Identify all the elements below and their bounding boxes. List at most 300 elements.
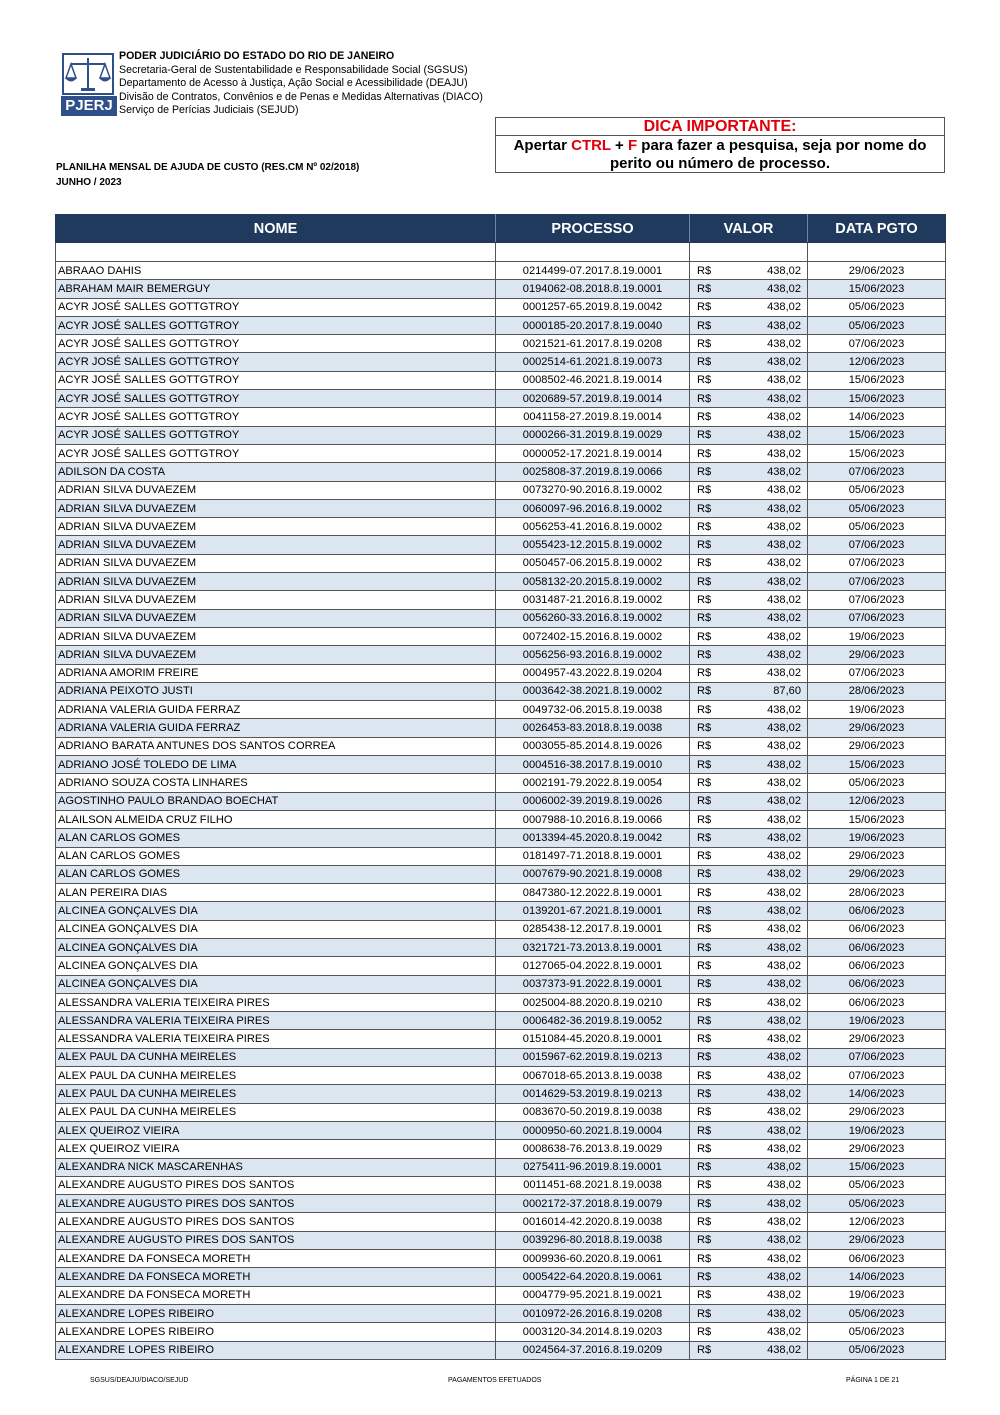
cell-valor: 438,02 bbox=[730, 1268, 808, 1286]
cell-currency: R$ bbox=[690, 1268, 730, 1286]
table-header-row bbox=[56, 215, 946, 243]
cell-currency: R$ bbox=[690, 1213, 730, 1231]
cell-currency: R$ bbox=[690, 938, 730, 956]
cell-currency: R$ bbox=[690, 646, 730, 664]
cell-nome: ADRIAN SILVA DUVAEZEM bbox=[56, 646, 496, 664]
cell-currency: R$ bbox=[690, 701, 730, 719]
table-row bbox=[56, 481, 946, 499]
cell-nome: ADRIANO BARATA ANTUNES DOS SANTOS CORREA bbox=[56, 737, 496, 755]
table-row bbox=[56, 353, 946, 371]
cell-nome: ADRIANO JOSÉ TOLEDO DE LIMA bbox=[56, 756, 496, 774]
cell-nome: ADRIAN SILVA DUVAEZEM bbox=[56, 573, 496, 591]
cell-valor: 438,02 bbox=[730, 829, 808, 847]
cell-data-pgto: 14/06/2023 bbox=[808, 1085, 946, 1103]
cell-data-pgto: 06/06/2023 bbox=[808, 902, 946, 920]
table-row bbox=[56, 884, 946, 902]
cell-data-pgto: 05/06/2023 bbox=[808, 1323, 946, 1341]
cell-processo: 0067018-65.2013.8.19.0038 bbox=[496, 1067, 690, 1085]
cell-nome: ALAN CARLOS GOMES bbox=[56, 865, 496, 883]
table-row bbox=[56, 774, 946, 792]
cell-processo: 0060097-96.2016.8.19.0002 bbox=[496, 499, 690, 517]
cell-processo: 0003055-85.2014.8.19.0026 bbox=[496, 737, 690, 755]
cell-nome: ABRAAO DAHIS bbox=[56, 262, 496, 280]
cell-processo: 0014629-53.2019.8.19.0213 bbox=[496, 1085, 690, 1103]
cell-nome: ALEXANDRE AUGUSTO PIRES DOS SANTOS bbox=[56, 1213, 496, 1231]
cell-processo: 0008502-46.2021.8.19.0014 bbox=[496, 371, 690, 389]
cell-currency: R$ bbox=[690, 1195, 730, 1213]
cell-data-pgto: 15/06/2023 bbox=[808, 810, 946, 828]
table-row bbox=[56, 335, 946, 353]
cell-valor: 438,02 bbox=[730, 957, 808, 975]
sheet-month: JUNHO / 2023 bbox=[56, 177, 122, 188]
cell-currency: R$ bbox=[690, 1121, 730, 1139]
table-row bbox=[56, 1268, 946, 1286]
cell-processo: 0000266-31.2019.8.19.0029 bbox=[496, 426, 690, 444]
cell-processo: 0011451-68.2021.8.19.0038 bbox=[496, 1176, 690, 1194]
cell-currency: R$ bbox=[690, 591, 730, 609]
table-row bbox=[56, 262, 946, 280]
cell-processo: 0005422-64.2020.8.19.0061 bbox=[496, 1268, 690, 1286]
cell-currency: R$ bbox=[690, 426, 730, 444]
cell-nome: ALAILSON ALMEIDA CRUZ FILHO bbox=[56, 810, 496, 828]
cell-nome: ACYR JOSÉ SALLES GOTTGTROY bbox=[56, 298, 496, 316]
table-row bbox=[56, 737, 946, 755]
table-row bbox=[56, 664, 946, 682]
tip-key-ctrl: CTRL bbox=[571, 137, 611, 154]
cell-nome: ACYR JOSÉ SALLES GOTTGTROY bbox=[56, 408, 496, 426]
org-line: Divisão de Contratos, Convênios e de Penas e Medidas Alternativas (DIACO) bbox=[119, 90, 483, 103]
cell-data-pgto: 15/06/2023 bbox=[808, 280, 946, 298]
cell-processo: 0025808-37.2019.8.19.0066 bbox=[496, 463, 690, 481]
cell-valor: 438,02 bbox=[730, 646, 808, 664]
cell-processo: 0007679-90.2021.8.19.0008 bbox=[496, 865, 690, 883]
cell-nome: ALCINEA GONÇALVES DIA bbox=[56, 938, 496, 956]
cell-data-pgto: 05/06/2023 bbox=[808, 298, 946, 316]
cell-data-pgto: 07/06/2023 bbox=[808, 335, 946, 353]
cell-currency: R$ bbox=[690, 756, 730, 774]
table-row bbox=[56, 810, 946, 828]
cell-processo: 0000185-20.2017.8.19.0040 bbox=[496, 316, 690, 334]
cell-processo: 0050457-06.2015.8.19.0002 bbox=[496, 554, 690, 572]
cell-currency: R$ bbox=[690, 554, 730, 572]
table-row bbox=[56, 1231, 946, 1249]
column-header-valor: VALOR bbox=[690, 215, 808, 243]
cell-currency: R$ bbox=[690, 682, 730, 700]
cell-valor: 438,02 bbox=[730, 481, 808, 499]
tip-title: DICA IMPORTANTE: bbox=[496, 118, 944, 136]
cell-processo: 0139201-67.2021.8.19.0001 bbox=[496, 902, 690, 920]
cell-data-pgto: 29/06/2023 bbox=[808, 719, 946, 737]
column-header-data-pgto: DATA PGTO bbox=[808, 215, 946, 243]
table-row bbox=[56, 902, 946, 920]
cell-processo: 0194062-08.2018.8.19.0001 bbox=[496, 280, 690, 298]
cell-nome: ADILSON DA COSTA bbox=[56, 463, 496, 481]
cell-nome: ADRIANA PEIXOTO JUSTI bbox=[56, 682, 496, 700]
cell-data-pgto: 29/06/2023 bbox=[808, 1030, 946, 1048]
cell-nome: ACYR JOSÉ SALLES GOTTGTROY bbox=[56, 371, 496, 389]
cell-nome: ACYR JOSÉ SALLES GOTTGTROY bbox=[56, 426, 496, 444]
cell-valor: 438,02 bbox=[730, 316, 808, 334]
cell-nome: ALAN PEREIRA DIAS bbox=[56, 884, 496, 902]
cell-valor: 438,02 bbox=[730, 975, 808, 993]
cell-data-pgto: 07/06/2023 bbox=[808, 463, 946, 481]
cell-data-pgto: 29/06/2023 bbox=[808, 1231, 946, 1249]
cell-nome: ALEXANDRE AUGUSTO PIRES DOS SANTOS bbox=[56, 1176, 496, 1194]
table-spacer-row bbox=[56, 243, 946, 262]
cell-data-pgto: 06/06/2023 bbox=[808, 957, 946, 975]
cell-nome: ADRIAN SILVA DUVAEZEM bbox=[56, 499, 496, 517]
cell-nome: ALAN CARLOS GOMES bbox=[56, 829, 496, 847]
cell-valor: 438,02 bbox=[730, 1213, 808, 1231]
table-row bbox=[56, 920, 946, 938]
cell-data-pgto: 05/06/2023 bbox=[808, 774, 946, 792]
cell-nome: ALEX PAUL DA CUNHA MEIRELES bbox=[56, 1067, 496, 1085]
cell-data-pgto: 29/06/2023 bbox=[808, 1140, 946, 1158]
cell-currency: R$ bbox=[690, 737, 730, 755]
table-row bbox=[56, 682, 946, 700]
cell-data-pgto: 19/06/2023 bbox=[808, 1121, 946, 1139]
cell-processo: 0006002-39.2019.8.19.0026 bbox=[496, 792, 690, 810]
table-row bbox=[56, 408, 946, 426]
cell-valor: 438,02 bbox=[730, 463, 808, 481]
cell-nome: ACYR JOSÉ SALLES GOTTGTROY bbox=[56, 444, 496, 462]
cell-data-pgto: 19/06/2023 bbox=[808, 701, 946, 719]
cell-data-pgto: 14/06/2023 bbox=[808, 1268, 946, 1286]
cell-nome: ALEXANDRE LOPES RIBEIRO bbox=[56, 1341, 496, 1359]
cell-processo: 0049732-06.2015.8.19.0038 bbox=[496, 701, 690, 719]
cell-currency: R$ bbox=[690, 316, 730, 334]
cell-data-pgto: 28/06/2023 bbox=[808, 884, 946, 902]
cell-nome: ADRIANA AMORIM FREIRE bbox=[56, 664, 496, 682]
cell-currency: R$ bbox=[690, 1012, 730, 1030]
cell-processo: 0285438-12.2017.8.19.0001 bbox=[496, 920, 690, 938]
cell-currency: R$ bbox=[690, 609, 730, 627]
cell-processo: 0031487-21.2016.8.19.0002 bbox=[496, 591, 690, 609]
cell-currency: R$ bbox=[690, 1085, 730, 1103]
cell-processo: 0003120-34.2014.8.19.0203 bbox=[496, 1323, 690, 1341]
cell-valor: 438,02 bbox=[730, 1048, 808, 1066]
cell-valor: 438,02 bbox=[730, 993, 808, 1011]
cell-currency: R$ bbox=[690, 1341, 730, 1359]
table-row bbox=[56, 701, 946, 719]
table-row bbox=[56, 316, 946, 334]
table-row bbox=[56, 1012, 946, 1030]
cell-processo: 0072402-15.2016.8.19.0002 bbox=[496, 627, 690, 645]
cell-processo: 0013394-45.2020.8.19.0042 bbox=[496, 829, 690, 847]
cell-nome: ACYR JOSÉ SALLES GOTTGTROY bbox=[56, 316, 496, 334]
table-row bbox=[56, 646, 946, 664]
cell-processo: 0847380-12.2022.8.19.0001 bbox=[496, 884, 690, 902]
cell-valor: 438,02 bbox=[730, 1067, 808, 1085]
cell-currency: R$ bbox=[690, 1140, 730, 1158]
cell-processo: 0002514-61.2021.8.19.0073 bbox=[496, 353, 690, 371]
cell-processo: 0003642-38.2021.8.19.0002 bbox=[496, 682, 690, 700]
table-row bbox=[56, 573, 946, 591]
cell-valor: 438,02 bbox=[730, 1231, 808, 1249]
cell-processo: 0214499-07.2017.8.19.0001 bbox=[496, 262, 690, 280]
cell-data-pgto: 14/06/2023 bbox=[808, 408, 946, 426]
cell-currency: R$ bbox=[690, 1250, 730, 1268]
cell-currency: R$ bbox=[690, 664, 730, 682]
table-row bbox=[56, 756, 946, 774]
cell-currency: R$ bbox=[690, 1323, 730, 1341]
org-line: Departamento de Acesso à Justiça, Ação Social e Acessibilidade (DEAJU) bbox=[119, 77, 468, 89]
cell-processo: 0055423-12.2015.8.19.0002 bbox=[496, 536, 690, 554]
table-row bbox=[56, 1213, 946, 1231]
table-row bbox=[56, 444, 946, 462]
cell-processo: 0127065-04.2022.8.19.0001 bbox=[496, 957, 690, 975]
table-row bbox=[56, 591, 946, 609]
cell-nome: ADRIAN SILVA DUVAEZEM bbox=[56, 609, 496, 627]
cell-processo: 0025004-88.2020.8.19.0210 bbox=[496, 993, 690, 1011]
cell-currency: R$ bbox=[690, 518, 730, 536]
cell-valor: 438,02 bbox=[730, 591, 808, 609]
cell-currency: R$ bbox=[690, 1231, 730, 1249]
cell-currency: R$ bbox=[690, 1286, 730, 1304]
cell-data-pgto: 19/06/2023 bbox=[808, 627, 946, 645]
cell-valor: 438,02 bbox=[730, 499, 808, 517]
table-row bbox=[56, 1085, 946, 1103]
cell-processo: 0007988-10.2016.8.19.0066 bbox=[496, 810, 690, 828]
cell-valor: 438,02 bbox=[730, 938, 808, 956]
tip-plus: + bbox=[615, 137, 624, 154]
cell-valor: 438,02 bbox=[730, 810, 808, 828]
cell-currency: R$ bbox=[690, 1048, 730, 1066]
cell-currency: R$ bbox=[690, 573, 730, 591]
table-row bbox=[56, 609, 946, 627]
cell-data-pgto: 05/06/2023 bbox=[808, 1176, 946, 1194]
cell-data-pgto: 29/06/2023 bbox=[808, 1103, 946, 1121]
cell-data-pgto: 07/06/2023 bbox=[808, 536, 946, 554]
cell-valor: 438,02 bbox=[730, 1286, 808, 1304]
cell-processo: 0058132-20.2015.8.19.0002 bbox=[496, 573, 690, 591]
cell-processo: 0275411-96.2019.8.19.0001 bbox=[496, 1158, 690, 1176]
cell-valor: 438,02 bbox=[730, 1030, 808, 1048]
cell-processo: 0041158-27.2019.8.19.0014 bbox=[496, 408, 690, 426]
cell-nome: ALEX PAUL DA CUNHA MEIRELES bbox=[56, 1103, 496, 1121]
cell-valor: 438,02 bbox=[730, 518, 808, 536]
cell-valor: 438,02 bbox=[730, 408, 808, 426]
cell-data-pgto: 15/06/2023 bbox=[808, 444, 946, 462]
column-header-processo: PROCESSO bbox=[496, 215, 690, 243]
cell-processo: 0039296-80.2018.8.19.0038 bbox=[496, 1231, 690, 1249]
cell-processo: 0001257-65.2019.8.19.0042 bbox=[496, 298, 690, 316]
cell-valor: 438,02 bbox=[730, 847, 808, 865]
table-row bbox=[56, 847, 946, 865]
cell-processo: 0002191-79.2022.8.19.0054 bbox=[496, 774, 690, 792]
cell-valor: 438,02 bbox=[730, 298, 808, 316]
table-row bbox=[56, 1323, 946, 1341]
table-row bbox=[56, 499, 946, 517]
cell-currency: R$ bbox=[690, 884, 730, 902]
cell-data-pgto: 07/06/2023 bbox=[808, 1067, 946, 1085]
cell-valor: 438,02 bbox=[730, 627, 808, 645]
cell-valor: 438,02 bbox=[730, 884, 808, 902]
cell-nome: ABRAHAM MAIR BEMERGUY bbox=[56, 280, 496, 298]
cell-currency: R$ bbox=[690, 463, 730, 481]
cell-data-pgto: 06/06/2023 bbox=[808, 975, 946, 993]
cell-nome: ALCINEA GONÇALVES DIA bbox=[56, 975, 496, 993]
cell-valor: 438,02 bbox=[730, 664, 808, 682]
cell-currency: R$ bbox=[690, 298, 730, 316]
table-row bbox=[56, 829, 946, 847]
cell-data-pgto: 29/06/2023 bbox=[808, 262, 946, 280]
table-row bbox=[56, 1103, 946, 1121]
cell-nome: ALEX PAUL DA CUNHA MEIRELES bbox=[56, 1085, 496, 1103]
table-row bbox=[56, 1286, 946, 1304]
cell-valor: 438,02 bbox=[730, 1195, 808, 1213]
table-row bbox=[56, 371, 946, 389]
cell-processo: 0151084-45.2020.8.19.0001 bbox=[496, 1030, 690, 1048]
cell-nome: ADRIAN SILVA DUVAEZEM bbox=[56, 536, 496, 554]
table-row bbox=[56, 1304, 946, 1322]
cell-valor: 438,02 bbox=[730, 444, 808, 462]
org-line: Secretaria-Geral de Sustentabilidade e Responsabilidade Social (SGSUS) bbox=[119, 63, 468, 76]
cell-nome: ALEXANDRE LOPES RIBEIRO bbox=[56, 1304, 496, 1322]
cell-data-pgto: 05/06/2023 bbox=[808, 1304, 946, 1322]
cell-valor: 438,02 bbox=[730, 353, 808, 371]
cell-nome: ACYR JOSÉ SALLES GOTTGTROY bbox=[56, 353, 496, 371]
table-row bbox=[56, 1176, 946, 1194]
cell-currency: R$ bbox=[690, 335, 730, 353]
cell-currency: R$ bbox=[690, 719, 730, 737]
cell-valor: 438,02 bbox=[730, 1085, 808, 1103]
cell-valor: 438,02 bbox=[730, 737, 808, 755]
cell-currency: R$ bbox=[690, 444, 730, 462]
cell-currency: R$ bbox=[690, 1067, 730, 1085]
sheet-title-block bbox=[56, 160, 359, 190]
cell-processo: 0000052-17.2021.8.19.0014 bbox=[496, 444, 690, 462]
cell-nome: ADRIAN SILVA DUVAEZEM bbox=[56, 591, 496, 609]
cell-processo: 0015967-62.2019.8.19.0213 bbox=[496, 1048, 690, 1066]
table-row bbox=[56, 1195, 946, 1213]
cell-data-pgto: 07/06/2023 bbox=[808, 609, 946, 627]
cell-data-pgto: 05/06/2023 bbox=[808, 1341, 946, 1359]
cell-data-pgto: 15/06/2023 bbox=[808, 756, 946, 774]
table-row bbox=[56, 463, 946, 481]
cell-valor: 438,02 bbox=[730, 335, 808, 353]
cell-nome: ALEX QUEIROZ VIEIRA bbox=[56, 1140, 496, 1158]
table-row bbox=[56, 975, 946, 993]
cell-nome: ALEX PAUL DA CUNHA MEIRELES bbox=[56, 1048, 496, 1066]
table-row bbox=[56, 1341, 946, 1359]
cell-currency: R$ bbox=[690, 920, 730, 938]
cell-nome: ACYR JOSÉ SALLES GOTTGTROY bbox=[56, 390, 496, 408]
cell-currency: R$ bbox=[690, 829, 730, 847]
cell-valor: 438,02 bbox=[730, 536, 808, 554]
cell-data-pgto: 29/06/2023 bbox=[808, 847, 946, 865]
cell-nome: ADRIAN SILVA DUVAEZEM bbox=[56, 518, 496, 536]
cell-currency: R$ bbox=[690, 1103, 730, 1121]
cell-nome: ALEXANDRE LOPES RIBEIRO bbox=[56, 1323, 496, 1341]
cell-nome: ALCINEA GONÇALVES DIA bbox=[56, 902, 496, 920]
cell-valor: 438,02 bbox=[730, 920, 808, 938]
cell-data-pgto: 06/06/2023 bbox=[808, 920, 946, 938]
table-row bbox=[56, 518, 946, 536]
cell-currency: R$ bbox=[690, 536, 730, 554]
cell-data-pgto: 07/06/2023 bbox=[808, 554, 946, 572]
footer-middle: PAGAMENTOS EFETUADOS bbox=[448, 1377, 542, 1384]
cell-currency: R$ bbox=[690, 353, 730, 371]
cell-valor: 438,02 bbox=[730, 756, 808, 774]
cell-data-pgto: 05/06/2023 bbox=[808, 499, 946, 517]
cell-data-pgto: 07/06/2023 bbox=[808, 573, 946, 591]
cell-valor: 438,02 bbox=[730, 865, 808, 883]
cell-data-pgto: 12/06/2023 bbox=[808, 353, 946, 371]
cell-nome: ADRIANO SOUZA COSTA LINHARES bbox=[56, 774, 496, 792]
cell-valor: 438,02 bbox=[730, 371, 808, 389]
cell-data-pgto: 06/06/2023 bbox=[808, 993, 946, 1011]
cell-data-pgto: 19/06/2023 bbox=[808, 1012, 946, 1030]
cell-valor: 438,02 bbox=[730, 1121, 808, 1139]
cell-nome: ADRIANA VALERIA GUIDA FERRAZ bbox=[56, 701, 496, 719]
cell-data-pgto: 05/06/2023 bbox=[808, 481, 946, 499]
cell-nome: ADRIANA VALERIA GUIDA FERRAZ bbox=[56, 719, 496, 737]
cell-valor: 438,02 bbox=[730, 1323, 808, 1341]
cell-valor: 438,02 bbox=[730, 774, 808, 792]
cell-data-pgto: 07/06/2023 bbox=[808, 664, 946, 682]
cell-valor: 438,02 bbox=[730, 609, 808, 627]
cell-currency: R$ bbox=[690, 902, 730, 920]
cell-currency: R$ bbox=[690, 993, 730, 1011]
tip-box bbox=[495, 117, 945, 173]
cell-currency: R$ bbox=[690, 865, 730, 883]
cell-data-pgto: 28/06/2023 bbox=[808, 682, 946, 700]
payments-table bbox=[55, 214, 946, 1360]
cell-valor: 438,02 bbox=[730, 1304, 808, 1322]
cell-currency: R$ bbox=[690, 792, 730, 810]
cell-data-pgto: 07/06/2023 bbox=[808, 1048, 946, 1066]
logo-text: PJERJ bbox=[65, 97, 113, 114]
cell-currency: R$ bbox=[690, 627, 730, 645]
table-row bbox=[56, 865, 946, 883]
table-row bbox=[56, 390, 946, 408]
cell-processo: 0083670-50.2019.8.19.0038 bbox=[496, 1103, 690, 1121]
table-row bbox=[56, 1158, 946, 1176]
cell-nome: ALAN CARLOS GOMES bbox=[56, 847, 496, 865]
cell-processo: 0020689-57.2019.8.19.0014 bbox=[496, 390, 690, 408]
cell-data-pgto: 15/06/2023 bbox=[808, 426, 946, 444]
tip-text bbox=[496, 136, 944, 173]
cell-data-pgto: 06/06/2023 bbox=[808, 1250, 946, 1268]
cell-data-pgto: 07/06/2023 bbox=[808, 591, 946, 609]
cell-currency: R$ bbox=[690, 390, 730, 408]
tip-key-f: F bbox=[627, 137, 638, 154]
cell-nome: ALEX QUEIROZ VIEIRA bbox=[56, 1121, 496, 1139]
cell-currency: R$ bbox=[690, 957, 730, 975]
org-line: Serviço de Perícias Judiciais (SEJUD) bbox=[119, 104, 299, 116]
cell-data-pgto: 05/06/2023 bbox=[808, 518, 946, 536]
cell-currency: R$ bbox=[690, 499, 730, 517]
cell-data-pgto: 15/06/2023 bbox=[808, 390, 946, 408]
cell-valor: 438,02 bbox=[730, 554, 808, 572]
table-row bbox=[56, 280, 946, 298]
cell-nome: ADRIAN SILVA DUVAEZEM bbox=[56, 554, 496, 572]
cell-data-pgto: 12/06/2023 bbox=[808, 1213, 946, 1231]
cell-processo: 0321721-73.2013.8.19.0001 bbox=[496, 938, 690, 956]
cell-processo: 0073270-90.2016.8.19.0002 bbox=[496, 481, 690, 499]
cell-processo: 0004957-43.2022.8.19.0204 bbox=[496, 664, 690, 682]
table-row bbox=[56, 1030, 946, 1048]
cell-processo: 0021521-61.2017.8.19.0208 bbox=[496, 335, 690, 353]
cell-processo: 0010972-26.2016.8.19.0208 bbox=[496, 1304, 690, 1322]
cell-currency: R$ bbox=[690, 371, 730, 389]
cell-valor: 438,02 bbox=[730, 280, 808, 298]
cell-currency: R$ bbox=[690, 1304, 730, 1322]
table-row bbox=[56, 957, 946, 975]
table-row bbox=[56, 554, 946, 572]
cell-processo: 0009936-60.2020.8.19.0061 bbox=[496, 1250, 690, 1268]
